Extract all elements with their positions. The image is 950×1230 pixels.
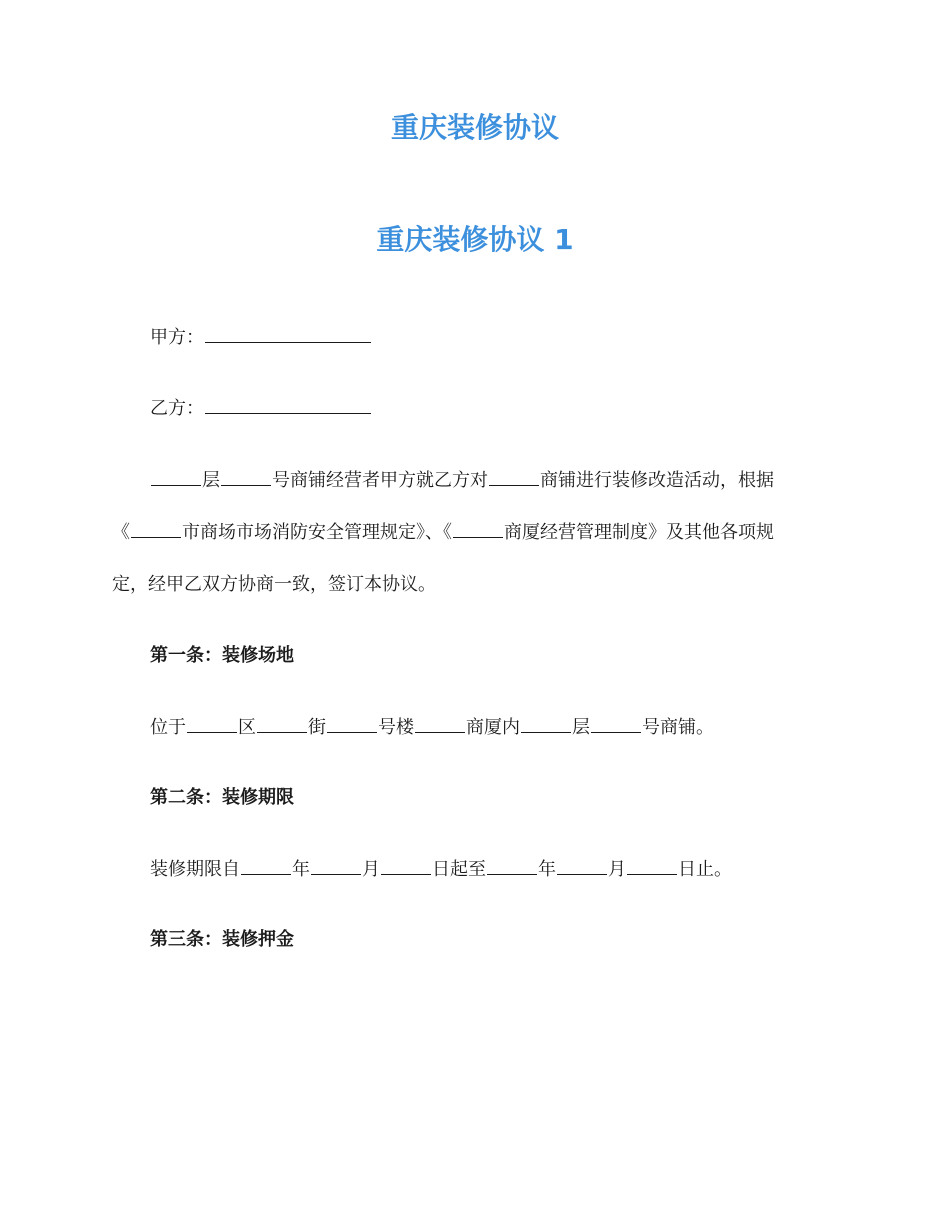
- party-b-blank: [205, 395, 371, 414]
- intro-text: 商铺进行装修改造活动，根据: [540, 470, 774, 491]
- shop-number-blank: [591, 714, 641, 733]
- party-a-label: 甲方：: [150, 327, 204, 348]
- article-3-heading: 第三条：装修押金: [150, 929, 294, 950]
- shop-number-blank: [221, 467, 271, 486]
- start-year-blank: [241, 856, 291, 875]
- intro-line-1: [150, 467, 774, 494]
- article-text: 日止。: [678, 859, 732, 880]
- intro-text: 商厦经营管理制度》及其他各项规: [504, 522, 774, 543]
- article-1-heading: 第一条：装修场地: [150, 645, 294, 666]
- end-year-blank: [487, 856, 537, 875]
- shop-blank: [489, 467, 539, 486]
- article-text: 月: [608, 859, 626, 880]
- intro-text: 定，经甲乙双方协商一致，签订本协议。: [112, 574, 436, 595]
- start-month-blank: [311, 856, 361, 875]
- article-text: 区: [238, 717, 256, 738]
- party-b-line: [150, 395, 372, 422]
- floor-blank: [521, 714, 571, 733]
- article-text: 商厦内: [466, 717, 520, 738]
- building-blank: [327, 714, 377, 733]
- article-text: 年: [538, 859, 556, 880]
- article-2-heading: 第二条：装修期限: [150, 787, 294, 808]
- end-month-blank: [557, 856, 607, 875]
- article-text: 号商铺。: [642, 717, 714, 738]
- article-text: 年: [292, 859, 310, 880]
- intro-text: 《: [112, 522, 130, 543]
- intro-line-2: [112, 519, 774, 546]
- city-blank: [131, 519, 181, 538]
- street-blank: [257, 714, 307, 733]
- article-text: 装修期限自: [150, 859, 240, 880]
- floor-blank: [151, 467, 201, 486]
- article-text: 号楼: [378, 717, 414, 738]
- article-2-body: [150, 856, 732, 883]
- agreement-subtitle: 重庆装修协议 1: [376, 223, 574, 256]
- intro-text: 市商场市场消防安全管理规定》、《: [182, 522, 452, 543]
- party-a-line: [150, 324, 372, 351]
- end-day-blank: [627, 856, 677, 875]
- intro-line-3: [112, 572, 436, 598]
- party-a-blank: [205, 324, 371, 343]
- mall-blank: [453, 519, 503, 538]
- article-1-body: [150, 714, 714, 741]
- party-b-label: 乙方：: [150, 398, 204, 419]
- start-day-blank: [381, 856, 431, 875]
- article-text: 月: [362, 859, 380, 880]
- article-text: 日起至: [432, 859, 486, 880]
- intro-text: 号商铺经营者甲方就乙方对: [272, 470, 488, 491]
- article-text: 街: [308, 717, 326, 738]
- article-text: 位于: [150, 717, 186, 738]
- intro-text: 层: [202, 470, 220, 491]
- district-blank: [187, 714, 237, 733]
- document-title: 重庆装修协议: [390, 111, 559, 144]
- article-text: 层: [572, 717, 590, 738]
- mall-name-blank: [415, 714, 465, 733]
